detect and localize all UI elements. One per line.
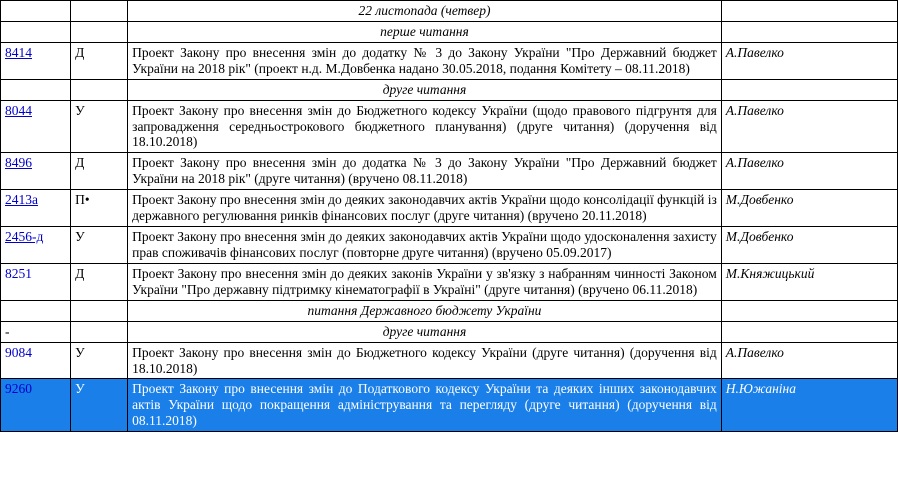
bill-number-text[interactable]: 8251 <box>5 265 32 281</box>
bill-number-text[interactable]: 9260 <box>5 381 32 397</box>
date-heading: 22 листопада (четвер) <box>128 1 722 22</box>
table-row[interactable] <box>1 153 898 190</box>
section-blank-num <box>1 79 71 100</box>
section-label: друге читання <box>128 321 722 342</box>
bill-description-cell: Проект Закону про внесення змін до деяких законодавчих актів України щодо консолідації функцій із державного регулювання ринків фінансових послуг (друге читання) (вручено 20.11.2018) <box>128 190 722 227</box>
section-dash-marker: - <box>1 321 71 342</box>
section-label: перше читання <box>128 21 722 42</box>
bill-type-cell: У <box>71 379 128 432</box>
bill-description-cell: Проект Закону про внесення змін до додатка № 3 до Закону України "Про Державний бюджет України на 2018 рік" (друге читання) (вручено 08.11.2018) <box>128 153 722 190</box>
section-label: друге читання <box>128 79 722 100</box>
bill-description-cell: Проект Закону про внесення змін до Бюджетного кодексу України (щодо правового підгрунтя для запровадження середньострокового бюджетного планування) (друге читання) (доручення від 18.10.2018) <box>128 100 722 153</box>
date-heading-blank-auth <box>721 1 897 22</box>
section-blank-auth <box>721 79 897 100</box>
bill-description-cell: Проект Закону про внесення змін до Бюджетного кодексу України (друге читання) (доручення від 18.10.2018) <box>128 342 722 379</box>
table-row[interactable] <box>1 263 898 300</box>
section-blank-type <box>71 321 128 342</box>
section-blank-type <box>71 79 128 100</box>
bill-author-cell: М.Довбенко <box>721 227 897 264</box>
bill-description-cell: Проект Закону про внесення змін до Податкового кодексу України та деяких інших законодавчих актів України щодо покращення адміністрування та перегляду (друге читання) (доручення від 08.11.2018) <box>128 379 722 432</box>
section-blank-auth <box>721 21 897 42</box>
bill-number-cell[interactable] <box>1 190 71 227</box>
section-row <box>1 321 898 342</box>
date-heading-row <box>1 1 898 22</box>
bill-number-cell[interactable] <box>1 100 71 153</box>
bill-type-cell: У <box>71 100 128 153</box>
bill-number-text[interactable]: 9084 <box>5 344 32 360</box>
table-row[interactable] <box>1 42 898 79</box>
bill-description-cell: Проект Закону про внесення змін до додатку № 3 до Закону України "Про Державний бюджет України на 2018 рік" (проект н.д. М.Довбенка надано 30.05.2018, подання Комітету – 08.11.2018) <box>128 42 722 79</box>
section-blank-type <box>71 21 128 42</box>
bill-type-cell: Д <box>71 263 128 300</box>
table-row[interactable] <box>1 100 898 153</box>
section-blank-type <box>71 300 128 321</box>
bill-description-cell: Проект Закону про внесення змін до деяких законів України у зв'язку з набранням чинності Законом України "Про державну підтримку кінематографії в Україні" (друге читання) (вручено 06.11.2018) <box>128 263 722 300</box>
bill-type-cell: П• <box>71 190 128 227</box>
section-blank-num <box>1 300 71 321</box>
bill-author-cell: М.Довбенко <box>721 190 897 227</box>
bill-number-cell[interactable] <box>1 379 71 432</box>
bill-number-cell[interactable] <box>1 227 71 264</box>
bill-number-cell[interactable] <box>1 153 71 190</box>
bill-type-cell: Д <box>71 42 128 79</box>
bill-type-cell: У <box>71 227 128 264</box>
section-blank-auth <box>721 300 897 321</box>
bill-number-cell[interactable] <box>1 342 71 379</box>
table-row[interactable] <box>1 227 898 264</box>
bill-author-cell: А.Павелко <box>721 342 897 379</box>
bill-author-cell: М.Княжицький <box>721 263 897 300</box>
table-row-selected[interactable] <box>1 379 898 432</box>
section-row <box>1 300 898 321</box>
date-heading-blank-num <box>1 1 71 22</box>
bill-number-cell[interactable] <box>1 42 71 79</box>
bill-number-link[interactable]: 2456-д <box>5 229 44 245</box>
bill-author-cell: Н.Южаніна <box>721 379 897 432</box>
bill-author-cell: А.Павелко <box>721 42 897 79</box>
agenda-table-body <box>1 1 898 432</box>
section-blank-num <box>1 21 71 42</box>
bill-number-link[interactable]: 8496 <box>5 155 32 171</box>
bill-number-cell[interactable] <box>1 263 71 300</box>
table-row[interactable] <box>1 342 898 379</box>
bill-description-cell: Проект Закону про внесення змін до деяких законодавчих актів України щодо удосконалення захисту прав споживачів фінансових послуг (повторне друге читання) (вручено 05.09.2017) <box>128 227 722 264</box>
date-heading-blank-type <box>71 1 128 22</box>
bill-number-link[interactable]: 2413а <box>5 192 38 208</box>
bill-author-cell: А.Павелко <box>721 100 897 153</box>
section-blank-auth <box>721 321 897 342</box>
bill-type-cell: У <box>71 342 128 379</box>
table-row[interactable] <box>1 190 898 227</box>
section-row <box>1 21 898 42</box>
bill-number-link[interactable]: 8414 <box>5 44 32 60</box>
bill-number-link[interactable]: 8044 <box>5 102 32 118</box>
section-label: питання Державного бюджету України <box>128 300 722 321</box>
section-row <box>1 79 898 100</box>
bill-author-cell: А.Павелко <box>721 153 897 190</box>
bill-type-cell: Д <box>71 153 128 190</box>
